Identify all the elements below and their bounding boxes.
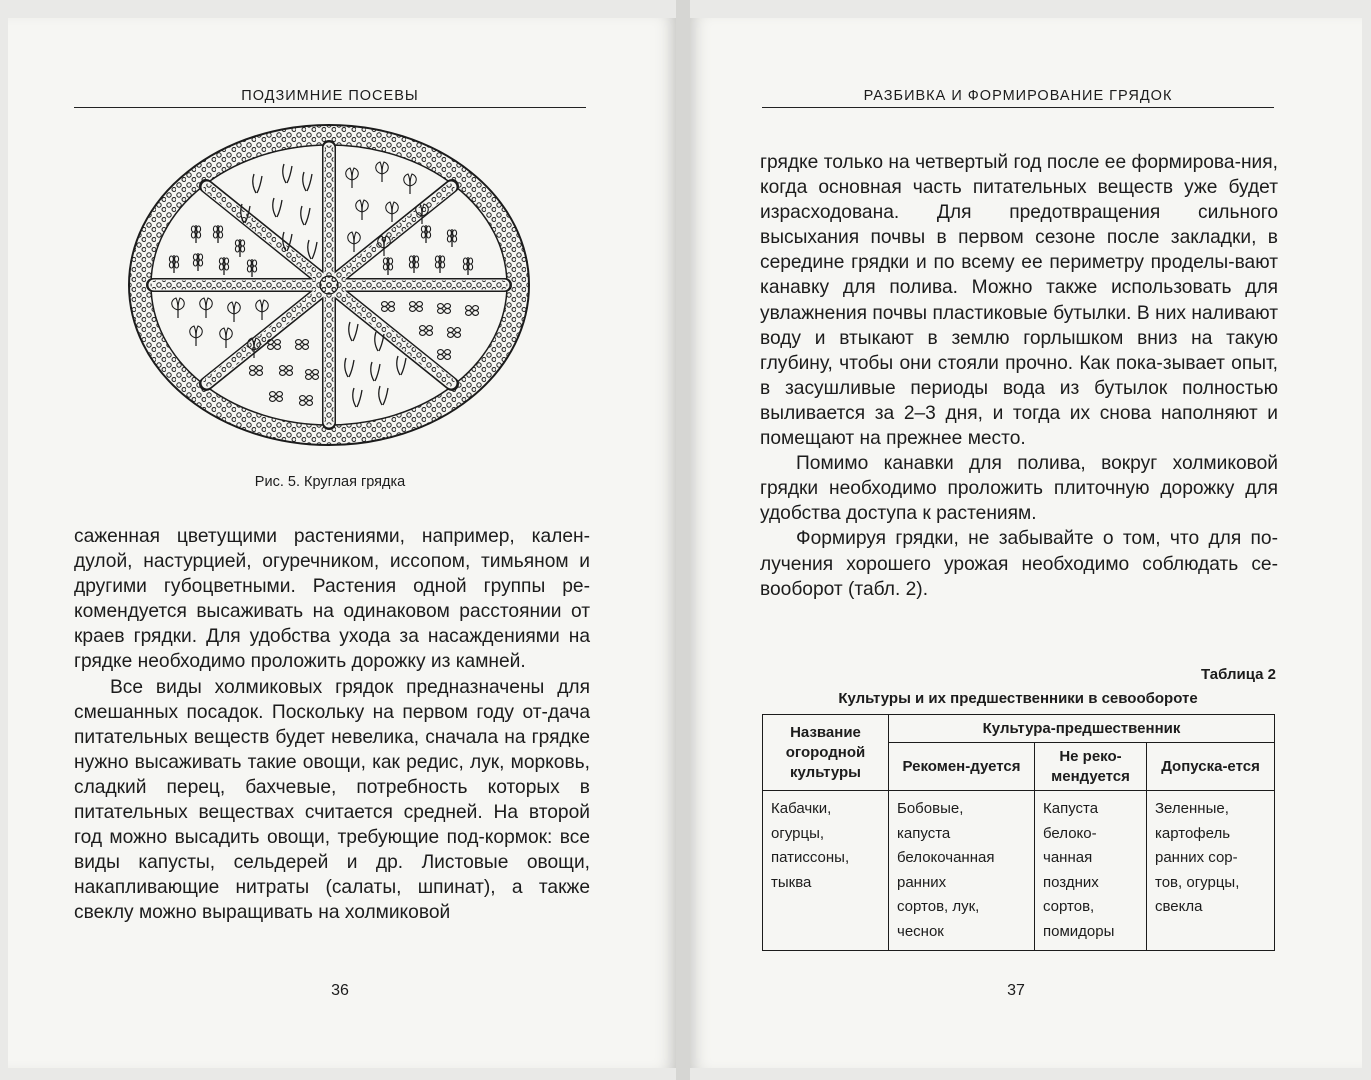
table-cell-recommended: Бобовые, капуста белокочанная ранних сортов, лук, чеснок bbox=[889, 791, 1035, 951]
left-body-text bbox=[74, 524, 590, 926]
round-garden-bed-icon bbox=[126, 122, 532, 448]
book-gutter bbox=[676, 0, 690, 1080]
left-page bbox=[8, 18, 676, 1068]
table-cell-culture: Кабачки, огурцы, патиссоны, тыква bbox=[763, 791, 889, 951]
right-body-text bbox=[760, 150, 1278, 602]
paragraph: Помимо канавки для полива, вокруг холмиковой грядки необходимо проложить плиточную дорожку для удобства доступа к растениям. bbox=[760, 453, 1278, 525]
table-header-culture: Название огородной культуры bbox=[763, 715, 889, 791]
paragraph: Формируя грядки, не забывайте о том, что для по-лучения хорошего урожая необходимо соблюдать се-вооборот (табл. 2). bbox=[760, 528, 1278, 600]
table-header-allowed: Допуска-ется bbox=[1147, 743, 1275, 791]
table-cell-allowed: Зеленные, картофель ранних сор- тов, огурцы, свекла bbox=[1147, 791, 1275, 951]
table-cell-not-recommended: Капуста белоко- чанная поздних сортов, помидоры bbox=[1035, 791, 1147, 951]
running-head-left: ПОДЗИМНИЕ ПОСЕВЫ bbox=[74, 88, 586, 108]
table-header-not-recommended: Не реко-мендуется bbox=[1035, 743, 1147, 791]
table-label: Таблица 2 bbox=[1200, 666, 1276, 683]
figure-caption: Рис. 5. Круглая грядка bbox=[254, 474, 406, 490]
paragraph: грядке только на четвертый год после ее формирова-ния, когда основная часть питательных веществ уже будет израсходована. Для предотвращения сильного высыхания почвы в первом сезоне после закладки, в середине грядки и по всему ее периметру проделы-вают канавку для полива. Можно также использовать для увлажнения почвы пластиковые бутылки. В них наливают воду и втыкают в землю горлышком вниз на такую глубину, чтобы они стояли прочно. Как пока-зывает опыт, в засушливые периоды вода из бутылок полностью выливается за 2–3 дня, и тогда их снова наполняют и помещают на прежнее место. bbox=[760, 152, 1278, 450]
paragraph: Все виды холмиковых грядок предназначены для смешанных посадок. Поскольку на первом году от-дача питательных веществ будет невелика, сначала на грядке нужно высаживать такие овощи, как редис, лук, морковь, сладкий перец, бахчевые, потребность которых в питательных веществах считается средней. На второй год можно высадить овощи, требующие под-кормок: все виды капусты, сельдерей и др. Листовые овощи, накапливающие нитраты (салаты, шпинат), а также свеклу можно выращивать на холмиковой bbox=[74, 676, 590, 924]
page-number-left: 36 bbox=[331, 982, 349, 999]
right-page bbox=[690, 18, 1362, 1068]
page-number-right: 37 bbox=[1007, 982, 1025, 999]
table-title: Культуры и их предшественники в севообороте bbox=[838, 690, 1198, 707]
table-header-predecessor: Культура-предшественник bbox=[889, 715, 1275, 743]
crop-rotation-table bbox=[762, 714, 1275, 951]
table-header-recommended: Рекомен-дуется bbox=[889, 743, 1035, 791]
paragraph: саженная цветущими растениями, например, кален-дулой, настурцией, огуречником, иссопом, тимьяном и другими губоцветными. Растения одной группы ре-комендуется высаживать на одинаковом расстоянии от краев грядки. Для удобства ухода за насаждениями на грядке необходимо проложить дорожку из камней. bbox=[74, 526, 590, 673]
running-head-right: РАЗБИВКА И ФОРМИРОВАНИЕ ГРЯДОК bbox=[762, 88, 1274, 108]
table-row bbox=[763, 791, 1275, 951]
